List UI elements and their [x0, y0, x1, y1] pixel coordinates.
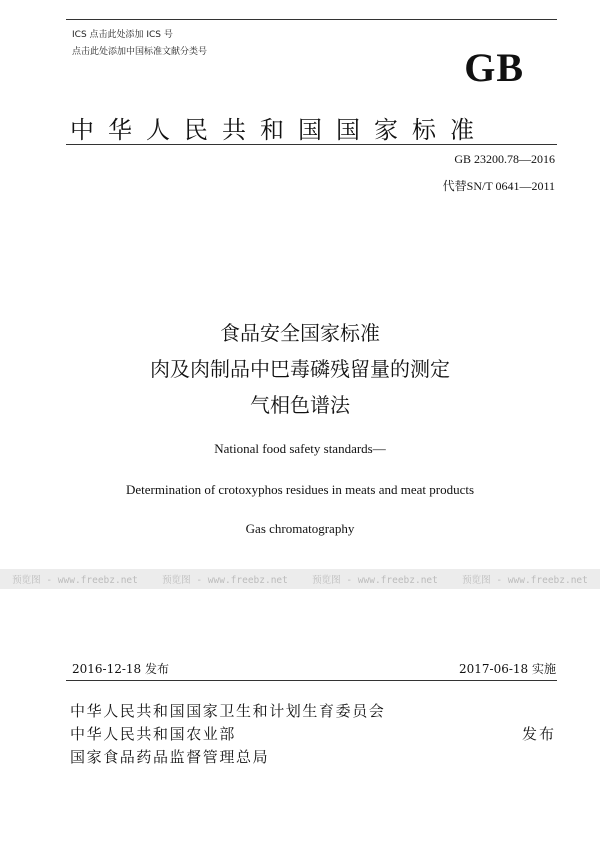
issuer-3: 国家食品药品监督管理总局 — [70, 748, 270, 766]
replaces-standard: 代替SN/T 0641—2011 — [442, 179, 555, 193]
national-standard-title: 中华人民共和国国家标准 — [70, 116, 488, 144]
date-rule — [66, 680, 557, 681]
publish-label: 发布 — [521, 725, 556, 743]
watermark-text: 预览图 - www.freebz.net — [462, 575, 588, 586]
cn-title-line2: 肉及肉制品中巴毒磷残留量的测定 — [150, 357, 450, 381]
en-title-line3: Gas chromatography — [245, 521, 355, 536]
watermark-strip — [0, 569, 600, 589]
watermark-text: 预览图 - www.freebz.net — [312, 575, 438, 586]
issuer-1: 中华人民共和国国家卫生和计划生育委员会 — [70, 702, 386, 720]
cn-title-line3: 气相色谱法 — [250, 393, 350, 417]
top-rule — [66, 19, 557, 20]
watermark-text: 预览图 - www.freebz.net — [162, 575, 288, 586]
issuer-2: 中华人民共和国农业部 — [70, 725, 237, 743]
cn-title-line1: 食品安全国家标准 — [220, 321, 380, 345]
en-title-line2: Determination of crotoxyphos residues in meats and meat products — [125, 482, 475, 497]
issue-date: 2016-12-18 发布 — [72, 662, 170, 676]
ccs-number: 点击此处添加中国标准文献分类号 — [72, 47, 208, 57]
watermark-text: 预览图 - www.freebz.net — [12, 575, 138, 586]
en-title-line1: National food safety standards— — [214, 441, 386, 456]
ics-number: ICS 点击此处添加 ICS 号 — [72, 30, 173, 40]
title-rule — [66, 144, 557, 145]
standard-number: GB 23200.78—2016 — [454, 152, 555, 166]
gb-logo: GB — [464, 45, 524, 90]
effective-date: 2017-06-18 实施 — [458, 662, 556, 676]
